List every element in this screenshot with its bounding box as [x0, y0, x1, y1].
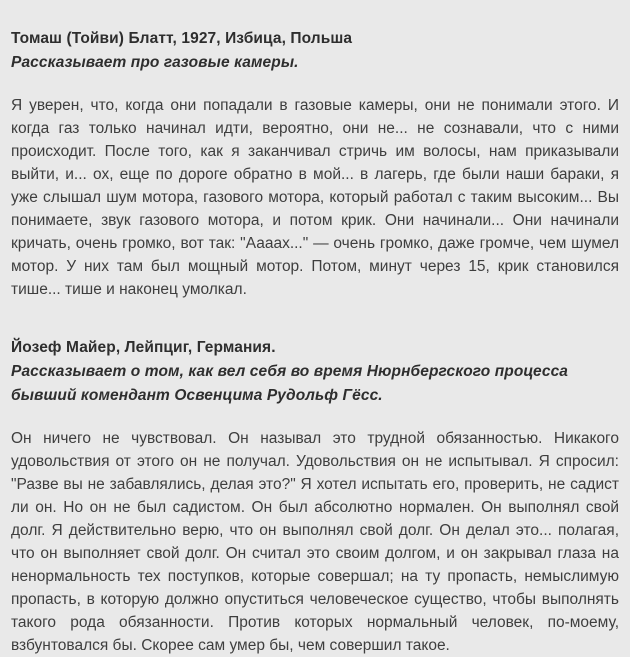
testimony-section-blatt	[11, 27, 619, 301]
testimony-description: Рассказывает про газовые камеры.	[11, 54, 299, 71]
witness-name: Томаш (Тойви) Блатт, 1927, Избица, Польша	[11, 30, 353, 47]
testimony-section-mayer	[11, 336, 619, 657]
witness-name: Йозеф Майер, Лейпциг, Германия.	[11, 339, 276, 356]
testimony-text: Он ничего не чувствовал. Он называл это трудной обязанностью. Никакого удовольствия от этого он не получал. Удовольствия он не испытывал. Я спросил: "Разве вы не забавлялись, делая это?" Я хотел испытать его, проверить, не садист ли он. Но он не был садистом. Он был абсолютно нормален. Он выполнял свой долг. Я действительно верю, что он выполнял свой долг. Он делал это... полагая, что он выполняет свой долг. Он считал это своим долгом, и он закрывал глаза на ненормальность тех поступков, которые совершал; на ту пропасть, немыслимую пропасть, в которую должно опуститься человеческое существо, чтобы выполнять такого рода обязанности. Против которых нормальный человек, по-моему, взбунтовался бы. Скорее сам умер бы, чем совершил такое.	[11, 430, 619, 654]
testimony-text: Я уверен, что, когда они попадали в газовые камеры, они не понимали этого. И когда газ только начинал идти, вероятно, они не... не сознавали, что с ними происходит. После того, как я заканчивал стричь им волосы, нам приказывали выйти, и... ох, еще по дороге обратно в мой... в лагерь, где были наши бараки, я уже слышал шум мотора, газового мотора, который работал с таким высоким... Вы понимаете, звук газового мотора, и потом крик. Они начинали... Они начинали кричать, очень громко, вот так: "Аааах..." — очень громко, даже громче, чем шумел мотор. У них там был мощный мотор. Потом, минут через 15, крик становился тише... тише и наконец умолкал.	[11, 97, 619, 298]
testimony-description: Рассказывает о том, как вел себя во время Нюрнбергского процесса бывший комендант Освенцима Рудольф Гёсс.	[11, 363, 569, 404]
